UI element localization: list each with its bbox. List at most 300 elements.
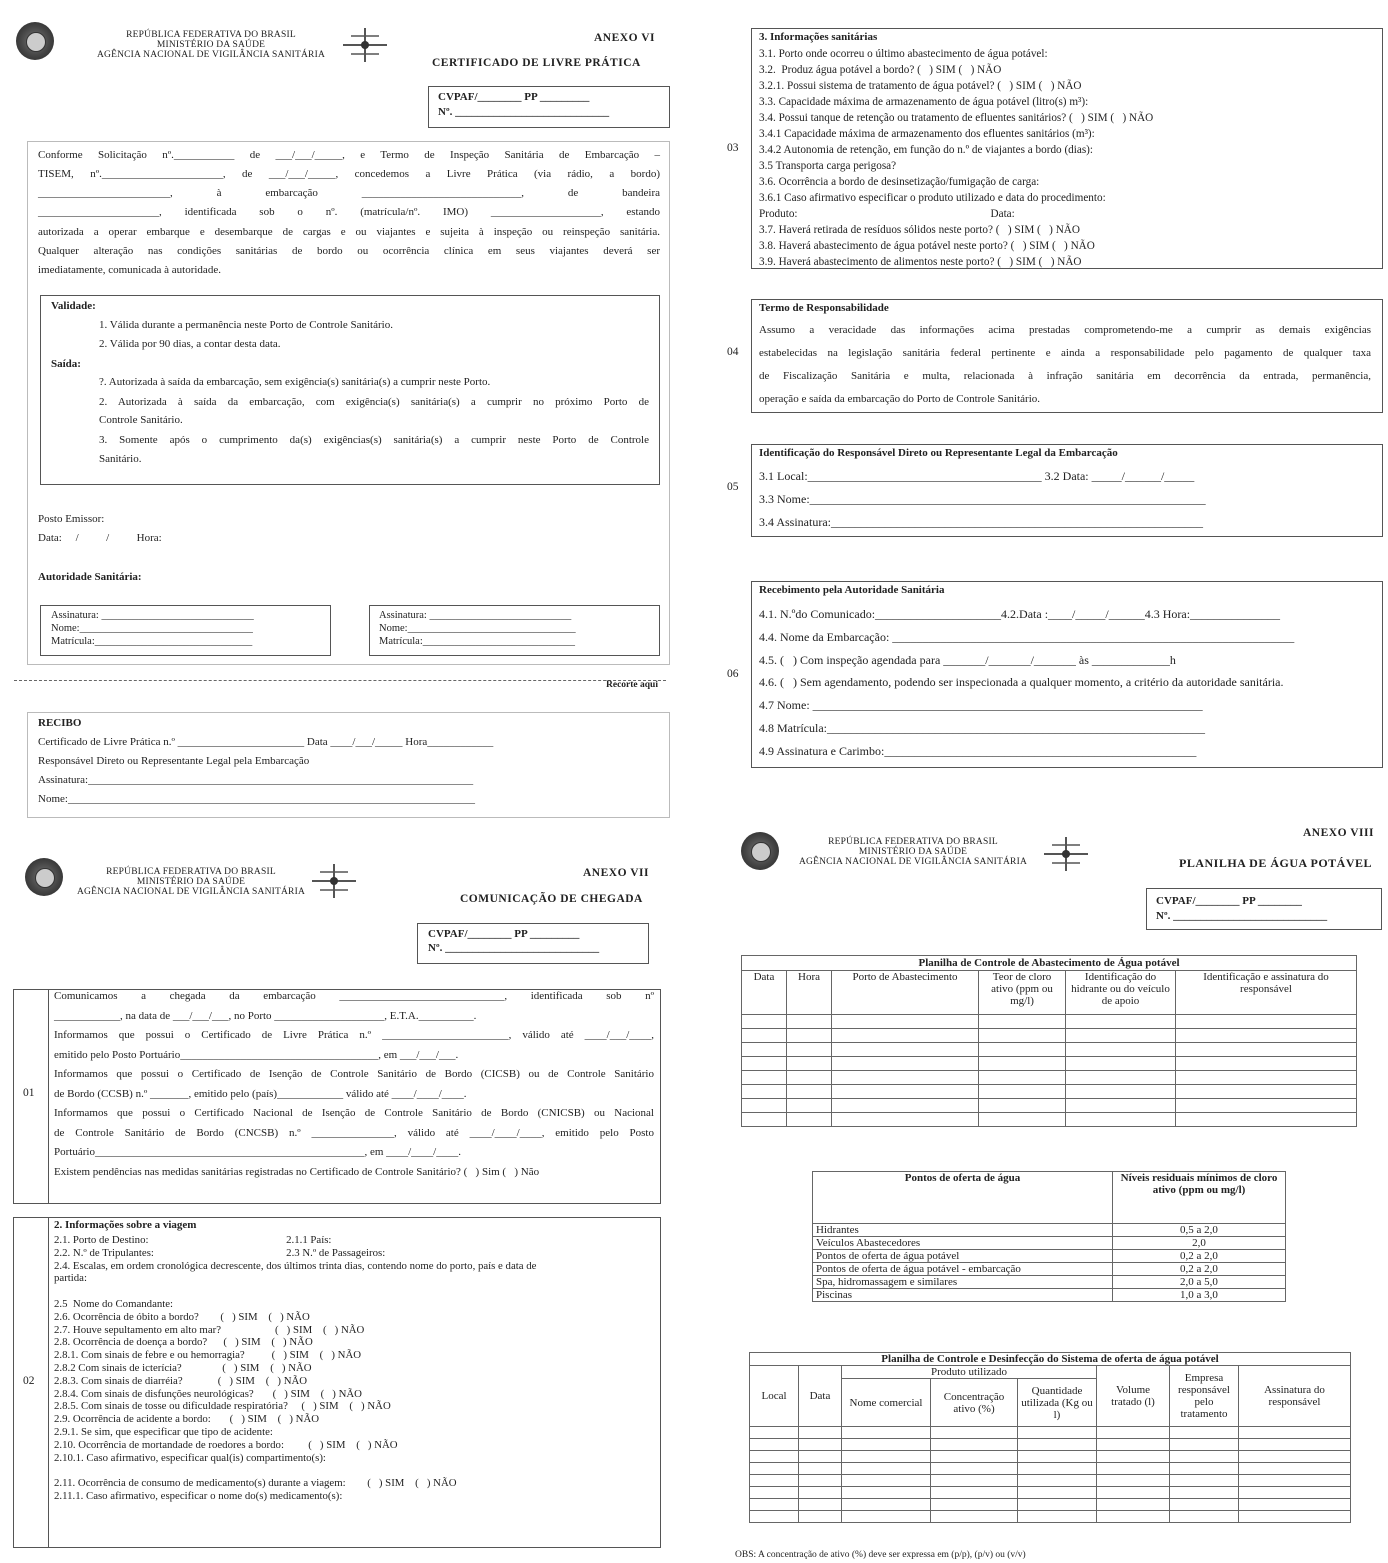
niveis-table	[812, 1171, 1286, 1302]
table-cell[interactable]	[979, 1113, 1066, 1127]
intro-line: ______________________, identificada sob o nº. (matrícula/nº. IMO) ____________________, estando	[38, 206, 660, 218]
table-row	[813, 1224, 1286, 1237]
table-cell[interactable]	[1018, 1475, 1097, 1487]
section-01-number: 01	[23, 1087, 35, 1099]
table-row	[742, 1113, 1357, 1127]
viagem-line: partida:	[54, 1272, 87, 1285]
section-02-title: 2. Informações sobre a viagem	[54, 1219, 197, 1231]
table-cell[interactable]	[787, 1099, 832, 1113]
anexo7-org-header	[60, 867, 322, 897]
table-cell[interactable]	[1018, 1451, 1097, 1463]
info-sanitaria-line: 3.3. Capacidade máxima de armazenamento de água potável (litro(s) m³):	[759, 96, 1089, 108]
section-06-title: Recebimento pela Autoridade Sanitária	[759, 584, 945, 596]
viagem-line: 2.9. Ocorrência de acidente a bordo: ( ) SIM ( ) NÃO	[54, 1413, 320, 1426]
anexo6-org-header	[80, 30, 342, 60]
comunicado-line: Comunicamos a chegada da embarcação ______________________________, identificada sob nº	[54, 990, 654, 1002]
org-line1: REPÚBLICA FEDERATIVA DO BRASIL	[828, 837, 998, 847]
anexo8-cvpaf-box	[1146, 888, 1382, 930]
viagem-line: 2.9.1. Se sim, que especificar que tipo de acidente:	[54, 1426, 273, 1438]
table-row	[813, 1263, 1286, 1276]
table-cell[interactable]	[742, 1085, 787, 1099]
table-cell[interactable]	[1239, 1499, 1351, 1511]
table-cell[interactable]	[799, 1475, 842, 1487]
comunicado-line: Informamos que possui o Certificado de Livre Prática n.º _______________________, válido até ____/___/____,	[54, 1029, 654, 1041]
intro-line: autorizada a operar embarque e desembarque de cargas e ou viajantes e sujeita à inspeção ou reinspeção sanitária.	[38, 226, 660, 238]
intro-line: ________________________, à embarcação _____________________________, de bandeira	[38, 187, 660, 199]
table-cell[interactable]	[1170, 1427, 1239, 1439]
info-sanitaria-line: Produto: Data:	[759, 208, 1015, 220]
table-cell[interactable]	[750, 1451, 799, 1463]
table-cell[interactable]	[832, 1057, 979, 1071]
org-line2: MINISTÉRIO DA SAÚDE	[136, 877, 246, 887]
table-cell[interactable]	[1239, 1427, 1351, 1439]
table-cell[interactable]	[1176, 1015, 1357, 1029]
table-cell[interactable]	[1170, 1511, 1239, 1523]
table-cell[interactable]	[799, 1511, 842, 1523]
table-cell[interactable]	[979, 1071, 1066, 1085]
nivel-residual-cell: 2,0	[1113, 1237, 1286, 1250]
viagem-line: 2.7. Houve sepultamento em alto mar? ( ) SIM ( ) NÃO	[54, 1323, 365, 1336]
info-sanitaria-line: 3.4. Possui tanque de retenção ou tratamento de efluentes sanitários? ( ) SIM ( ) NÃO	[759, 112, 1154, 124]
table-cell[interactable]	[742, 1113, 787, 1127]
table-cell[interactable]	[931, 1463, 1018, 1475]
saida-option: 3. Somente após o cumprimento da(s) exigências(s) sanitária(s) a cumprir neste Porto de Controle	[99, 434, 649, 446]
table-cell[interactable]	[842, 1511, 931, 1523]
cut-line	[14, 680, 666, 681]
table-cell[interactable]	[842, 1463, 931, 1475]
comunicado-line: de Controle Sanitário de Bordo (CNCSB) n.º _______________, válido até ____/____/____, emitido pelo Posto	[54, 1126, 654, 1139]
column-header: Empresa responsável pelo tratamento	[1170, 1366, 1239, 1427]
column-header: Local	[750, 1366, 799, 1427]
table-cell[interactable]	[742, 1057, 787, 1071]
saida-option: 2. Autorizada à saída da embarcação, com exigência(s) sanitária(s) a cumprir no próximo Porto de	[99, 396, 649, 408]
table-cell[interactable]	[750, 1511, 799, 1523]
viagem-line: 2.11.1. Caso afirmativo, especificar o nome do(s) medicamento(s):	[54, 1490, 343, 1502]
table-cell[interactable]	[1239, 1451, 1351, 1463]
table-cell[interactable]	[799, 1451, 842, 1463]
section-03-box	[751, 28, 1383, 269]
table-cell[interactable]	[842, 1499, 931, 1511]
table-cell[interactable]	[1176, 1029, 1357, 1043]
table-cell[interactable]	[1176, 1057, 1357, 1071]
table-cell[interactable]	[1170, 1487, 1239, 1499]
sig-line[interactable]: Nome:_________________________________	[51, 623, 253, 634]
column-header: Data	[799, 1366, 842, 1427]
table-cell[interactable]	[750, 1427, 799, 1439]
validade-box	[40, 295, 660, 485]
resp-field[interactable]: 3.4 Assinatura:______________________________________________________________	[759, 515, 1203, 529]
viagem-line: 2.6. Ocorrência de óbito a bordo? ( ) SIM ( ) NÃO	[54, 1310, 310, 1323]
info-sanitaria-line: 3.4.1 Capacidade máxima de armazenamento dos efluentes sanitários (m³):	[759, 128, 1095, 140]
table-cell[interactable]	[1176, 1099, 1357, 1113]
recibo-line: Certificado de Livre Prática n.º _______________________ Data ____/___/_____ Hora____________	[38, 736, 494, 748]
column-header: Pontos de oferta de água	[813, 1172, 1113, 1224]
recebimento-line: 4.7 Nome: _________________________________________________________________	[759, 698, 1203, 713]
table-row	[742, 1015, 1357, 1029]
info-sanitaria-line: 3.2. Produz água potável a bordo? ( ) SIM ( ) NÃO	[759, 64, 1002, 76]
table-row	[750, 1463, 1351, 1475]
column-header: Teor de cloro ativo (ppm ou mg/l)	[979, 971, 1066, 1015]
table-cell[interactable]	[799, 1463, 842, 1475]
anexo8-org-header	[782, 837, 1044, 867]
table-cell[interactable]	[1239, 1439, 1351, 1451]
table-row	[750, 1475, 1351, 1487]
section-03-number: 03	[727, 142, 739, 154]
table-cell[interactable]	[832, 1099, 979, 1113]
table-cell[interactable]	[1018, 1463, 1097, 1475]
ponto-oferta-cell: Piscinas	[813, 1289, 1113, 1302]
intro-line: Qualquer alteração nas condições sanitárias de bordo ou ocorrência clínica em seus viajantes deverá ser	[38, 245, 660, 257]
table-cell[interactable]	[979, 1029, 1066, 1043]
comunicado-line: Existem pendências nas medidas sanitárias registradas no Certificado de Controle Sanitário? ( ) Sim ( ) Não	[54, 1165, 540, 1178]
recebimento-line: 4.6. ( ) Sem agendamento, podendo ser inspecionada a qualquer momento, a critério da autoridade sanitária.	[759, 675, 1284, 690]
ponto-oferta-cell: Spa, hidromassagem e similares	[813, 1276, 1113, 1289]
org-line3: AGÊNCIA NACIONAL DE VIGILÂNCIA SANITÁRIA	[96, 50, 326, 60]
saida-option: Controle Sanitário.	[99, 414, 183, 426]
table-cell[interactable]	[979, 1099, 1066, 1113]
org-line1: REPÚBLICA FEDERATIVA DO BRASIL	[106, 867, 276, 877]
viagem-line: 2.8.3. Com sinais de diarréia? ( ) SIM ( ) NÃO	[54, 1374, 308, 1387]
recibo-line[interactable]: Nome:__________________________________________________________________________	[38, 793, 475, 805]
table-cell[interactable]	[1066, 1113, 1176, 1127]
anexo7-annex: ANEXO VII	[583, 867, 649, 879]
table-cell[interactable]	[1239, 1511, 1351, 1523]
table-cell[interactable]	[832, 1113, 979, 1127]
info-sanitaria-line: 3.5 Transporta carga perigosa?	[759, 160, 897, 172]
termo-line: operação e saída da embarcação do Porto de Controle Sanitário.	[759, 393, 1040, 405]
table-cell[interactable]	[832, 1085, 979, 1099]
nivel-residual-cell: 1,0 a 3,0	[1113, 1289, 1286, 1302]
viagem-line: 2.8. Ocorrência de doença a bordo? ( ) SIM ( ) NÃO	[54, 1336, 313, 1349]
recebimento-line: 4.4. Nome da Embarcação: ___________________________________________________________________	[759, 629, 1295, 644]
table-cell[interactable]	[742, 1099, 787, 1113]
anexo6-title: CERTIFICADO DE LIVRE PRÁTICA	[432, 57, 641, 69]
viagem-line: 2.8.2 Com sinais de icterícia? ( ) SIM ( ) NÃO	[54, 1362, 312, 1374]
validade-label: Validade:	[51, 300, 96, 312]
table-cell[interactable]	[1018, 1511, 1097, 1523]
table-cell[interactable]	[1097, 1463, 1170, 1475]
viagem-line: 2.8.5. Com sinais de tosse ou dificuldade respiratória? ( ) SIM ( ) NÃO	[54, 1400, 391, 1413]
recibo-line[interactable]: Assinatura:______________________________________________________________________	[38, 774, 474, 786]
cvpaf-field[interactable]: CVPAF/________ PP _________	[438, 91, 590, 103]
saida-option: ?. Autorizada à saída da embarcação, sem exigência(s) sanitária(s) a cumprir neste Porto.	[99, 376, 491, 388]
table-cell[interactable]	[1170, 1499, 1239, 1511]
table-cell[interactable]	[1066, 1015, 1176, 1029]
table-cell[interactable]	[842, 1451, 931, 1463]
info-sanitaria-line: 3.9. Haverá abastecimento de alimentos neste porto? ( ) SIM ( ) NÃO	[759, 256, 1082, 268]
table-cell[interactable]	[1170, 1439, 1239, 1451]
nivel-residual-cell: 2,0 a 5,0	[1113, 1276, 1286, 1289]
desinfeccao-table-title: Planilha de Controle e Desinfecção do Sistema de oferta de água potável	[750, 1353, 1351, 1366]
org-line3: AGÊNCIA NACIONAL DE VIGILÂNCIA SANITÁRIA	[798, 857, 1028, 867]
table-cell[interactable]	[931, 1439, 1018, 1451]
validade-option: 2. Válida por 90 dias, a contar desta data.	[99, 338, 281, 350]
recibo-line: Responsável Direto ou Representante Legal pela Embarcação	[38, 755, 310, 767]
nivel-residual-cell: 0,5 a 2,0	[1113, 1224, 1286, 1237]
table-cell[interactable]	[842, 1475, 931, 1487]
table-cell[interactable]	[799, 1487, 842, 1499]
data-hora: Data: / / Hora:	[38, 532, 162, 544]
viagem-line: 2.2. N.º de Tripulantes: 2.3 N.º de Passageiros:	[54, 1246, 386, 1259]
saida-label: Saída:	[51, 358, 81, 370]
nivel-residual-cell: 0,2 a 2,0	[1113, 1263, 1286, 1276]
table-cell[interactable]	[1176, 1043, 1357, 1057]
table-cell[interactable]	[832, 1071, 979, 1085]
table-row	[813, 1276, 1286, 1289]
table-cell[interactable]	[1066, 1043, 1176, 1057]
table-cell[interactable]	[931, 1427, 1018, 1439]
table-cell[interactable]	[1097, 1511, 1170, 1523]
comunicado-line: Portuário_________________________________________________, em ____/____/____.	[54, 1146, 461, 1158]
table-cell[interactable]	[1097, 1475, 1170, 1487]
table-cell[interactable]	[787, 1015, 832, 1029]
table-cell[interactable]	[742, 1071, 787, 1085]
sig-line[interactable]: Assinatura: ___________________________	[379, 610, 572, 621]
org-line1: REPÚBLICA FEDERATIVA DO BRASIL	[126, 30, 296, 40]
viagem-line: 2.10. Ocorrência de mortandade de roedores a bordo: ( ) SIM ( ) NÃO	[54, 1438, 398, 1451]
abastecimento-table	[741, 955, 1357, 1127]
table-cell[interactable]	[931, 1511, 1018, 1523]
org-line2: MINISTÉRIO DA SAÚDE	[156, 40, 266, 50]
section-05-title: Identificação do Responsável Direto ou Representante Legal da Embarcação	[759, 447, 1118, 459]
anexo8-title: PLANILHA DE ÁGUA POTÁVEL	[1179, 856, 1373, 870]
table-cell[interactable]	[1018, 1427, 1097, 1439]
table-cell[interactable]	[787, 1113, 832, 1127]
numero-field[interactable]: Nº. ____________________________	[428, 942, 600, 954]
table-cell[interactable]	[1097, 1487, 1170, 1499]
table-cell[interactable]	[750, 1475, 799, 1487]
anexo8-annex: ANEXO VIII	[1303, 827, 1374, 839]
sig-box-left	[40, 605, 331, 656]
column-header: Porto de Abastecimento	[832, 971, 979, 1015]
comunicado-line: Informamos que possui o Certificado de Isenção de Controle Sanitário de Bordo (CICSB) ou de Controle Sanitário	[54, 1068, 654, 1080]
table-row	[742, 1057, 1357, 1071]
viagem-line: 2.10.1. Caso afirmativo, especificar qual(is) compartimento(s):	[54, 1451, 326, 1464]
table-row	[750, 1439, 1351, 1451]
table-row	[742, 1085, 1357, 1099]
ponto-oferta-cell: Hidrantes	[813, 1224, 1113, 1237]
table-cell[interactable]	[1239, 1475, 1351, 1487]
produto-group-header: Produto utilizado	[842, 1366, 1097, 1379]
table-cell[interactable]	[787, 1085, 832, 1099]
column-header: Nome comercial	[842, 1379, 931, 1427]
resp-field[interactable]: 3.1 Local:_______________________________________ 3.2 Data: _____/______/_____	[759, 469, 1195, 483]
table-cell[interactable]	[1176, 1085, 1357, 1099]
table-cell[interactable]	[1170, 1463, 1239, 1475]
table-row	[750, 1451, 1351, 1463]
table-cell[interactable]	[931, 1451, 1018, 1463]
section-06-box	[751, 581, 1383, 768]
ponto-oferta-cell: Pontos de oferta de água potável	[813, 1250, 1113, 1263]
numero-field[interactable]: Nº. ____________________________	[438, 106, 610, 118]
section-01-box	[13, 989, 661, 1204]
section-03-title: 3. Informações sanitárias	[759, 31, 878, 43]
table-cell[interactable]	[750, 1463, 799, 1475]
section-02-number: 02	[23, 1375, 35, 1387]
table-cell[interactable]	[787, 1057, 832, 1071]
column-header: Identificação do hidrante ou do veículo de apoio	[1066, 971, 1176, 1015]
cvpaf-field[interactable]: CVPAF/________ PP ________	[1156, 895, 1302, 907]
table-cell[interactable]	[1066, 1071, 1176, 1085]
viagem-line: 2.4. Escalas, em ordem cronológica decrescente, dos últimos trinta dias, contendo nome do porto, país e data de	[54, 1259, 537, 1272]
anvisa-logo-icon	[312, 864, 356, 898]
column-header: Quantidade utilizada (Kg ou l)	[1018, 1379, 1097, 1427]
section-04-title: Termo de Responsabilidade	[759, 302, 889, 314]
desinfeccao-table	[749, 1352, 1351, 1523]
table-row	[742, 1071, 1357, 1085]
intro-line: Conforme Solicitação nº.___________ de ___/___/_____, e Termo de Inspeção Sanitária de Embarcação –	[38, 149, 660, 161]
table-row	[813, 1250, 1286, 1263]
resp-field[interactable]: 3.3 Nome:__________________________________________________________________	[759, 492, 1206, 506]
table-cell[interactable]	[979, 1043, 1066, 1057]
table-cell[interactable]	[1018, 1499, 1097, 1511]
table-cell[interactable]	[979, 1085, 1066, 1099]
table-row	[750, 1427, 1351, 1439]
table-cell[interactable]	[1018, 1439, 1097, 1451]
viagem-line: 2.5 Nome do Comandante:	[54, 1298, 174, 1310]
ponto-oferta-cell: Veículos Abastecedores	[813, 1237, 1113, 1250]
sig-box-right	[369, 605, 660, 656]
table-row	[742, 1043, 1357, 1057]
table-cell[interactable]	[799, 1439, 842, 1451]
numero-field[interactable]: Nº. ____________________________	[1156, 910, 1328, 922]
nivel-residual-cell: 0,2 a 2,0	[1113, 1250, 1286, 1263]
cvpaf-field[interactable]: CVPAF/________ PP _________	[428, 928, 580, 940]
table-row	[750, 1499, 1351, 1511]
anexo7-emblem	[25, 858, 63, 896]
autoridade-label: Autoridade Sanitária:	[38, 571, 142, 583]
intro-line: TISEM, nº.______________________, de ___/___/_____, concedemos a Livre Prática (via rádio, a bordo)	[38, 168, 660, 180]
anexo8-emblem	[741, 832, 779, 870]
table-row	[750, 1511, 1351, 1523]
section-05-box	[751, 444, 1383, 537]
recebimento-line: 4.5. ( ) Com inspeção agendada para _______/_______/_______ às _____________h	[759, 652, 1176, 667]
sig-line[interactable]: Matrícula:_____________________________	[379, 636, 575, 647]
table-cell[interactable]	[750, 1439, 799, 1451]
info-sanitaria-line: 3.2.1. Possui sistema de tratamento de água potável? ( ) SIM ( ) NÃO	[759, 80, 1082, 92]
table-cell[interactable]	[842, 1439, 931, 1451]
table-cell[interactable]	[799, 1499, 842, 1511]
termo-line: Assumo a veracidade das informações acima prestadas comprometendo-me a cumprir as demais exigências	[759, 324, 1371, 336]
org-line2: MINISTÉRIO DA SAÚDE	[858, 847, 968, 857]
viagem-line: 2.8.4. Com sinais de disfunções neurológicas? ( ) SIM ( ) NÃO	[54, 1387, 362, 1400]
table-cell[interactable]	[842, 1487, 931, 1499]
table-cell[interactable]	[1239, 1487, 1351, 1499]
section-05-number: 05	[727, 481, 739, 493]
recebimento-line: 4.1. N.ºdo Comunicado:_____________________4.2.Data :____/_____/______4.3 Hora:_______________	[759, 607, 1281, 621]
table-row	[813, 1237, 1286, 1250]
table-row	[742, 1029, 1357, 1043]
sig-line[interactable]: Assinatura: _____________________________	[51, 610, 254, 621]
column-header: Assinatura do responsável	[1239, 1366, 1351, 1427]
recorte-label: Recorte aqui	[606, 680, 658, 690]
validade-option: 1. Válida durante a permanência neste Porto de Controle Sanitário.	[99, 319, 393, 331]
table-cell[interactable]	[799, 1427, 842, 1439]
saida-option: Sanitário.	[99, 453, 142, 465]
section-02-box	[13, 1217, 661, 1548]
table-cell[interactable]	[742, 1015, 787, 1029]
anexo6-cvpaf-box	[428, 86, 670, 128]
info-sanitaria-line: 3.7. Haverá retirada de resíduos sólidos neste porto? ( ) SIM ( ) NÃO	[759, 224, 1080, 236]
table-cell[interactable]	[1066, 1099, 1176, 1113]
column-header: Identificação e assinatura do responsável	[1176, 971, 1357, 1015]
table-cell[interactable]	[1097, 1451, 1170, 1463]
recebimento-line: 4.8 Matrícula:_______________________________________________________________	[759, 721, 1205, 735]
table-cell[interactable]	[1066, 1085, 1176, 1099]
intro-line: imediatamente, comunicada à autoridade.	[38, 264, 221, 276]
table-cell[interactable]	[1097, 1499, 1170, 1511]
obs-note: OBS: A concentração de ativo (%) deve ser expressa em (p/p), (p/v) ou (v/v)	[735, 1550, 1026, 1560]
table-cell[interactable]	[1170, 1451, 1239, 1463]
anvisa-logo-icon	[1044, 837, 1088, 871]
posto-emissor: Posto Emissor:	[38, 513, 105, 525]
viagem-line: 2.8.1. Com sinais de febre e ou hemorragia? ( ) SIM ( ) NÃO	[54, 1349, 362, 1362]
table-cell[interactable]	[787, 1029, 832, 1043]
anexo6-emblem	[16, 22, 54, 60]
table-cell[interactable]	[979, 1015, 1066, 1029]
table-cell[interactable]	[1176, 1071, 1357, 1085]
section-04-box	[751, 299, 1383, 413]
comunicado-line: emitido pelo Posto Portuário____________________________________, em ___/___/___.	[54, 1048, 459, 1061]
org-line3: AGÊNCIA NACIONAL DE VIGILÂNCIA SANITÁRIA	[76, 887, 306, 897]
table-cell[interactable]	[1176, 1113, 1357, 1127]
table-cell[interactable]	[750, 1487, 799, 1499]
section-06-number: 06	[727, 668, 739, 680]
table-cell[interactable]	[931, 1475, 1018, 1487]
table-cell[interactable]	[1239, 1463, 1351, 1475]
table-row	[813, 1289, 1286, 1302]
table-cell[interactable]	[1097, 1427, 1170, 1439]
sig-line[interactable]: Nome:________________________________	[379, 623, 576, 634]
table-row	[750, 1487, 1351, 1499]
comunicado-line: Informamos que possui o Certificado Nacional de Isenção de Controle Sanitário de Bordo (CNICSB) ou Nacional	[54, 1107, 654, 1119]
info-sanitaria-line: 3.4.2 Autonomia de retenção, em função do n.º de viajantes a bordo (dias):	[759, 144, 1094, 156]
info-sanitaria-line: 3.8. Haverá abastecimento de água potável neste porto? ( ) SIM ( ) NÃO	[759, 240, 1095, 252]
table-row	[742, 1099, 1357, 1113]
recebimento-line: 4.9 Assinatura e Carimbo:____________________________________________________	[759, 743, 1197, 758]
ponto-oferta-cell: Pontos de oferta de água potável - embarcação	[813, 1263, 1113, 1276]
table-cell[interactable]	[931, 1499, 1018, 1511]
table-cell[interactable]	[832, 1015, 979, 1029]
table-cell[interactable]	[979, 1057, 1066, 1071]
sig-line[interactable]: Matrícula:______________________________	[51, 636, 253, 647]
table-cell[interactable]	[787, 1071, 832, 1085]
table-cell[interactable]	[1018, 1487, 1097, 1499]
table-cell[interactable]	[1066, 1057, 1176, 1071]
table-cell[interactable]	[1066, 1029, 1176, 1043]
table-cell[interactable]	[931, 1487, 1018, 1499]
table-cell[interactable]	[1097, 1439, 1170, 1451]
table-cell[interactable]	[1170, 1475, 1239, 1487]
table-cell[interactable]	[842, 1427, 931, 1439]
anexo6-main-box	[27, 141, 670, 665]
recibo-title: RECIBO	[38, 717, 82, 729]
column-header: Concentração ativo (%)	[931, 1379, 1018, 1427]
table-cell[interactable]	[750, 1499, 799, 1511]
table-cell[interactable]	[832, 1043, 979, 1057]
table-cell[interactable]	[787, 1043, 832, 1057]
table-cell[interactable]	[832, 1029, 979, 1043]
anexo6-annex: ANEXO VI	[594, 32, 655, 44]
column-header: Data	[742, 971, 787, 1015]
table-cell[interactable]	[742, 1029, 787, 1043]
column-header: Hora	[787, 971, 832, 1015]
table-cell[interactable]	[742, 1043, 787, 1057]
column-header: Volume tratado (l)	[1097, 1366, 1170, 1427]
anexo7-title: COMUNICAÇÃO DE CHEGADA	[460, 893, 643, 905]
comunicado-line: ____________, na data de ___/___/___, no Porto ____________________, E.T.A.__________.	[54, 1009, 477, 1022]
termo-line: estabelecidas na legislação sanitária federal pertinente e ainda a responsabilidade pelo pagamento de qualquer taxa	[759, 347, 1371, 359]
